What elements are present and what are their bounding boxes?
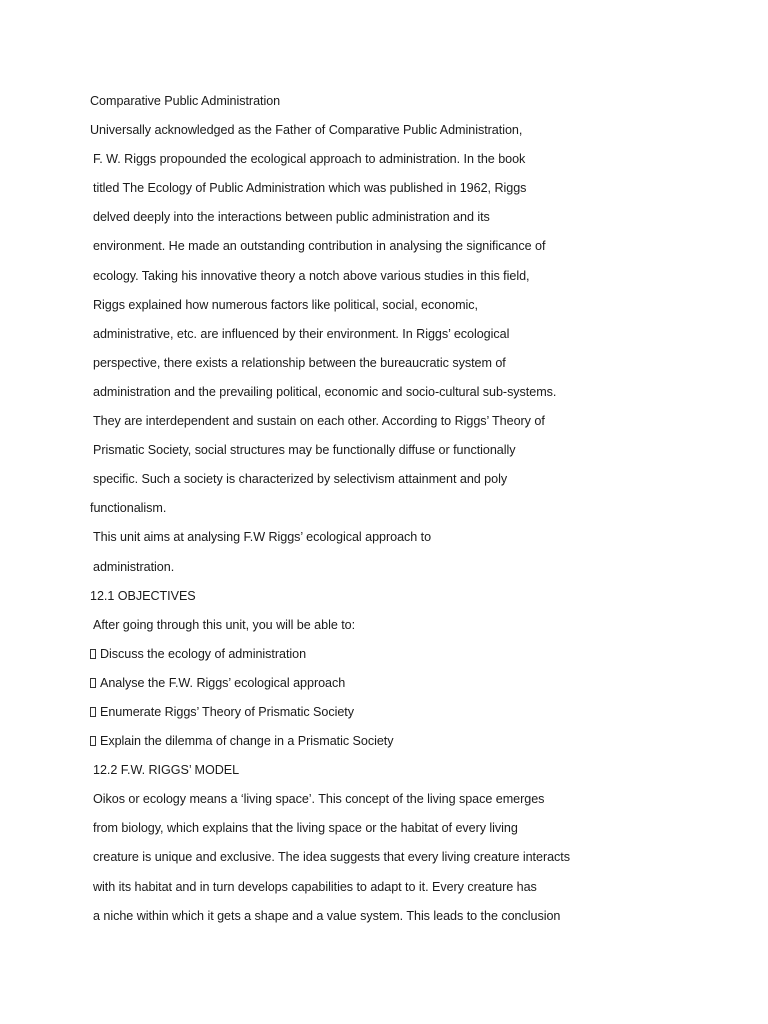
line-text: with its habitat and in turn develops capabilities to adapt to it. Every creature has — [93, 879, 537, 894]
text-line — [90, 819, 730, 848]
missing-glyph-bullet-icon — [90, 649, 96, 659]
text-line — [90, 150, 730, 179]
line-text: administrative, etc. are influenced by their environment. In Riggs’ ecological — [93, 326, 510, 341]
line-text: environment. He made an outstanding contribution in analysing the significance of — [93, 239, 546, 254]
text-line — [90, 296, 730, 325]
line-text: This unit aims at analysing F.W Riggs’ ecological approach to — [93, 530, 432, 545]
text-line — [90, 208, 730, 237]
text-line — [90, 267, 730, 296]
text-line — [90, 412, 730, 441]
line-text: Prismatic Society, social structures may be functionally diffuse or functionally — [93, 443, 516, 458]
line-text: administration and the prevailing political, economic and socio-cultural sub-systems. — [93, 384, 557, 399]
line-text: a niche within which it gets a shape and a value system. This leads to the conclusion — [93, 908, 561, 923]
text-line — [90, 383, 730, 412]
line-text: perspective, there exists a relationship between the bureaucratic system of — [93, 355, 506, 370]
line-text: Oikos or ecology means a ‘living space’. This concept of the living space emerges — [93, 792, 545, 807]
bullet-item — [90, 732, 730, 761]
line-text: Comparative Public Administration — [90, 94, 281, 108]
text-line — [90, 441, 730, 470]
line-text: Enumerate Riggs’ Theory of Prismatic Society — [100, 704, 354, 719]
text-line — [90, 558, 730, 587]
line-text: Analyse the F.W. Riggs’ ecological approach — [100, 675, 346, 690]
document-body — [90, 92, 730, 936]
line-text: Discuss the ecology of administration — [100, 646, 307, 661]
line-text: After going through this unit, you will be able to: — [93, 617, 356, 632]
bullet-item — [90, 674, 730, 703]
text-line — [90, 907, 730, 936]
text-line — [90, 354, 730, 383]
document-title-line — [90, 92, 730, 121]
line-text: functionalism. — [90, 501, 167, 516]
text-line — [90, 237, 730, 266]
section-heading — [90, 761, 730, 790]
line-text: Riggs explained how numerous factors like political, social, economic, — [93, 297, 478, 312]
line-text: ecology. Taking his innovative theory a notch above various studies in this field, — [93, 268, 530, 283]
text-line — [90, 528, 730, 557]
line-text: creature is unique and exclusive. The idea suggests that every living creature interacts — [93, 850, 570, 865]
text-line — [90, 878, 730, 907]
bullet-item — [90, 645, 730, 674]
line-text: Universally acknowledged as the Father of Comparative Public Administration, — [90, 123, 523, 138]
bullet-item — [90, 703, 730, 732]
line-text: delved deeply into the interactions between public administration and its — [93, 210, 490, 225]
text-line — [90, 848, 730, 877]
text-line — [90, 616, 730, 645]
text-line — [90, 499, 730, 528]
line-text: 12.1 OBJECTIVES — [90, 588, 196, 603]
missing-glyph-bullet-icon — [90, 736, 96, 746]
text-line — [90, 121, 730, 150]
text-line — [90, 179, 730, 208]
line-text: specific. Such a society is characterized by selectivism attainment and poly — [93, 472, 508, 487]
line-text: administration. — [93, 559, 175, 574]
line-text: 12.2 F.W. RIGGS’ MODEL — [93, 763, 240, 778]
missing-glyph-bullet-icon — [90, 678, 96, 688]
line-text: They are interdependent and sustain on each other. According to Riggs’ Theory of — [93, 414, 545, 429]
line-text: from biology, which explains that the living space or the habitat of every living — [93, 821, 518, 836]
section-heading — [90, 587, 730, 616]
missing-glyph-bullet-icon — [90, 707, 96, 717]
text-line — [90, 790, 730, 819]
line-text: F. W. Riggs propounded the ecological approach to administration. In the book — [93, 152, 526, 167]
line-text: titled The Ecology of Public Administration which was published in 1962, Riggs — [93, 181, 527, 196]
line-text: Explain the dilemma of change in a Prismatic Society — [100, 734, 394, 749]
text-line — [90, 325, 730, 354]
text-line — [90, 470, 730, 499]
